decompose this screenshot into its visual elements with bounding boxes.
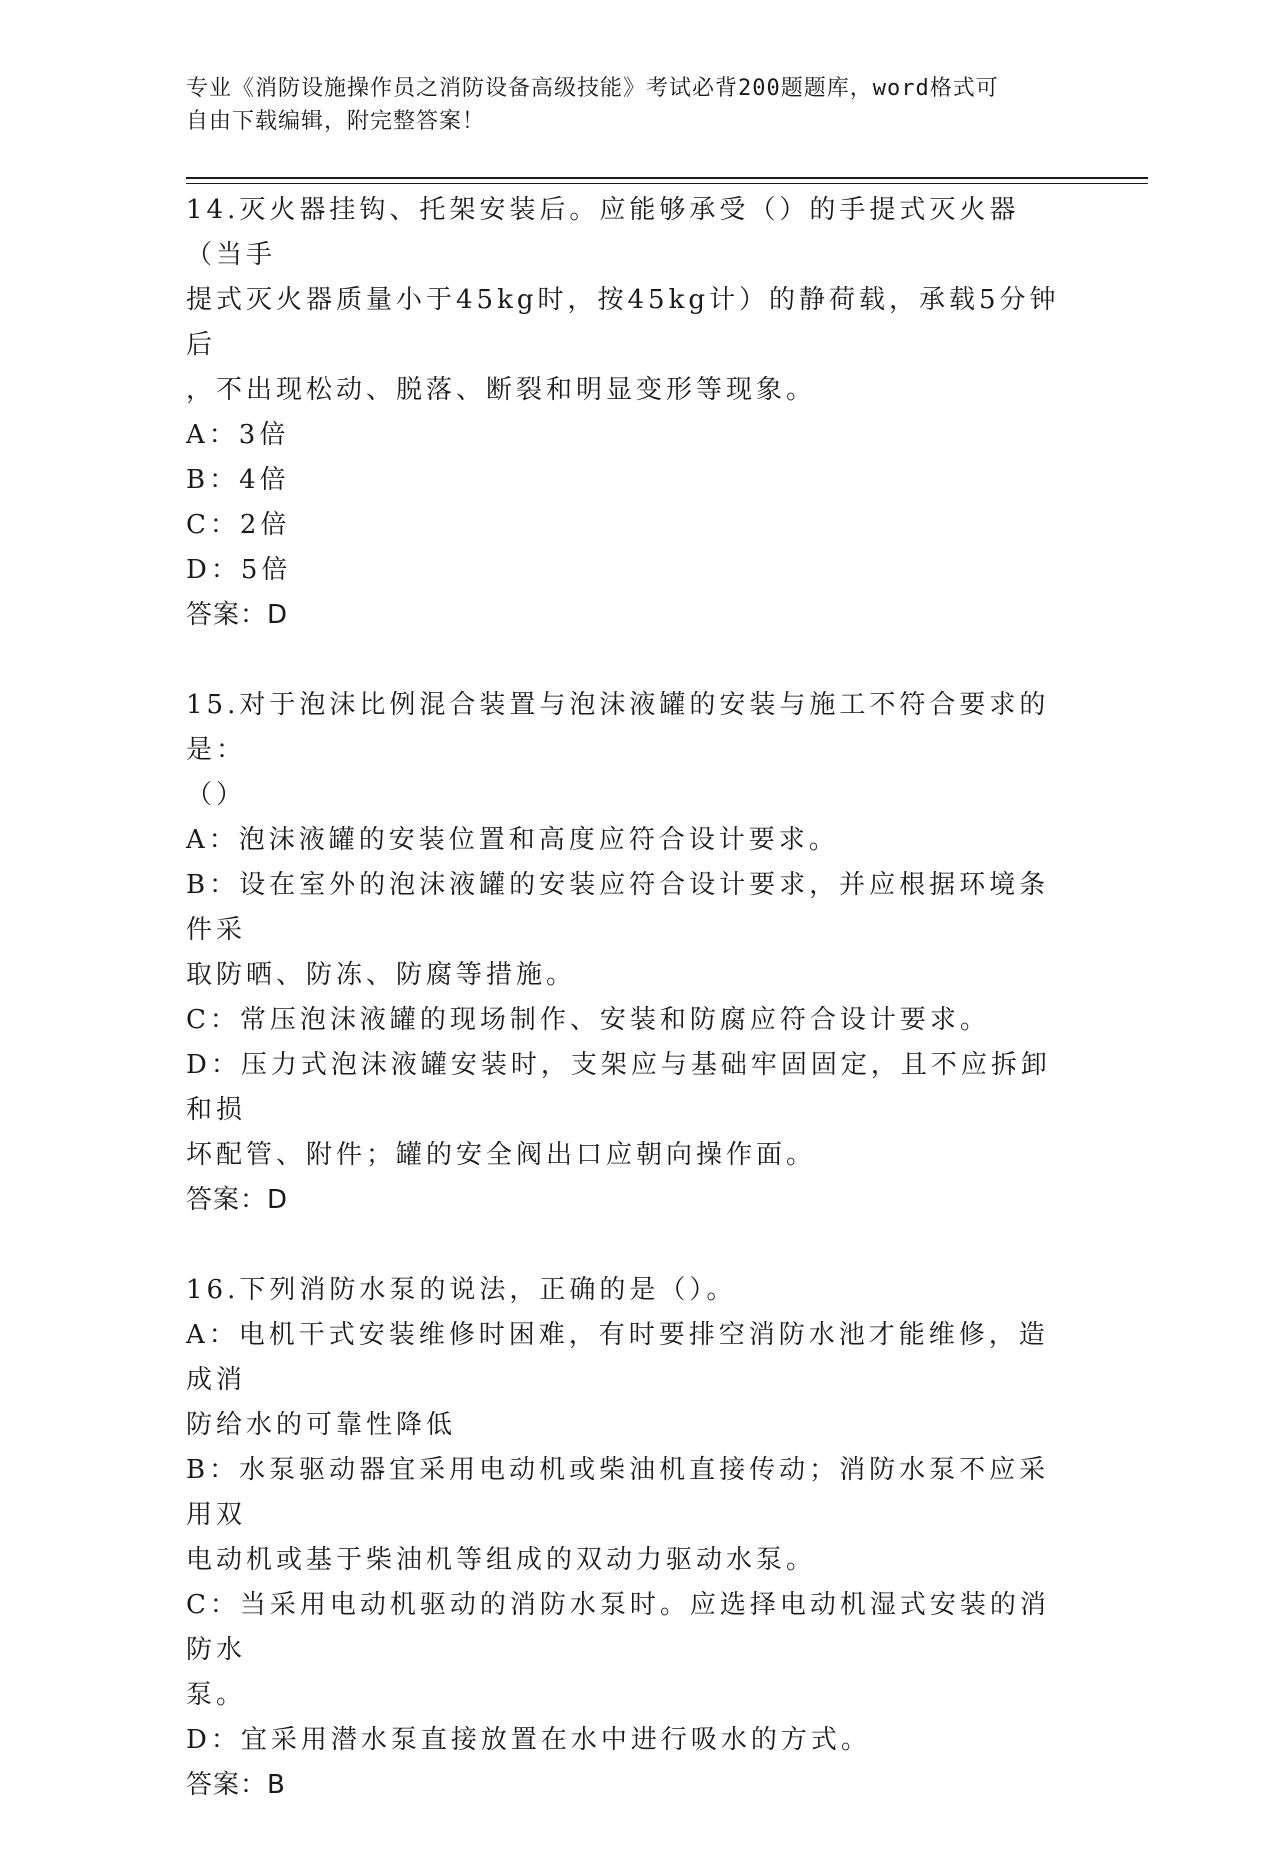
answer-option-line: C：常压泡沫液罐的现场制作、安装和防腐应符合设计要求。 <box>186 1005 990 1035</box>
answer-key: 答案：D <box>186 600 289 630</box>
answer-option-line: 泵。 <box>186 1680 247 1710</box>
answer-option <box>186 1583 1076 1718</box>
answer-option-line: C：当采用电动机驱动的消防水泵时。应选择电动机湿式安装的消防水 <box>186 1590 1050 1665</box>
question-stem-line: 14.灭火器挂钩、托架安装后。应能够承受（）的手提式灭火器（当手 <box>186 195 1020 270</box>
question-stem-line: （） <box>186 780 247 810</box>
answer-option-line: B：水泵驱动器宜采用电动机或柴油机直接传动；消防水泵不应采用双 <box>186 1455 1050 1530</box>
answer-key: 答案：B <box>186 1770 286 1800</box>
answer-key: 答案：D <box>186 1185 289 1215</box>
answer-option-line: 取防晒、防冻、防腐等措施。 <box>186 960 577 990</box>
answer-option <box>186 1043 1076 1178</box>
answer-option <box>186 1313 1076 1448</box>
answer-option-line: A：3倍 <box>186 420 290 450</box>
answer-option <box>186 818 1076 863</box>
question-stem-line: 15.对于泡沫比例混合装置与泡沫液罐的安装与施工不符合要求的是： <box>186 690 1050 765</box>
answer-option <box>186 503 1076 548</box>
answer-option <box>186 548 1076 593</box>
answer-option-line: D：宜采用潜水泵直接放置在水中进行吸水的方式。 <box>186 1725 871 1755</box>
answer-option-line: 坏配管、附件；罐的安全阀出口应朝向操作面。 <box>186 1140 817 1170</box>
answer-option <box>186 458 1076 503</box>
question-stem-line: ，不出现松动、脱落、断裂和明显变形等现象。 <box>186 375 817 405</box>
answer-option-line: A：泡沫液罐的安装位置和高度应符合设计要求。 <box>186 825 839 855</box>
answer-option <box>186 1718 1076 1763</box>
question-block <box>186 683 1076 1223</box>
header-divider-thick <box>186 177 1148 179</box>
header-line-2: 自由下载编辑，附完整答案！ <box>186 109 486 134</box>
answer-option <box>186 998 1076 1043</box>
answer-option-line: D：压力式泡沫液罐安装时，支架应与基础牢固固定，且不应拆卸和损 <box>186 1050 1051 1125</box>
answer-option-line: B：设在室外的泡沫液罐的安装应符合设计要求，并应根据环境条件采 <box>186 870 1050 945</box>
question-stem-line: 提式灭火器质量小于45kg时，按45kg计）的静荷载，承载5分钟后 <box>186 285 1060 360</box>
document-header <box>186 72 1066 138</box>
answer-option-line: 防给水的可靠性降低 <box>186 1410 457 1440</box>
question-stem-line: 16.下列消防水泵的说法，正确的是（）。 <box>186 1275 737 1305</box>
answer-option-line: C：2倍 <box>186 510 291 540</box>
header-line-1: 专业《消防设施操作员之消防设备高级技能》考试必背200题题库，word格式可 <box>186 76 999 101</box>
question-block <box>186 1268 1076 1808</box>
answer-option-line: B：4倍 <box>186 465 290 495</box>
answer-option-line: A：电机干式安装维修时困难，有时要排空消防水池才能维修，造成消 <box>186 1320 1049 1395</box>
answer-option-line: D：5倍 <box>186 555 292 585</box>
question-block <box>186 188 1076 638</box>
question-list <box>186 188 1076 1853</box>
answer-option <box>186 413 1076 458</box>
answer-option-line: 电动机或基于柴油机等组成的双动力驱动水泵。 <box>186 1545 817 1575</box>
header-divider-thin <box>186 183 1148 184</box>
answer-option <box>186 863 1076 998</box>
answer-option <box>186 1448 1076 1583</box>
